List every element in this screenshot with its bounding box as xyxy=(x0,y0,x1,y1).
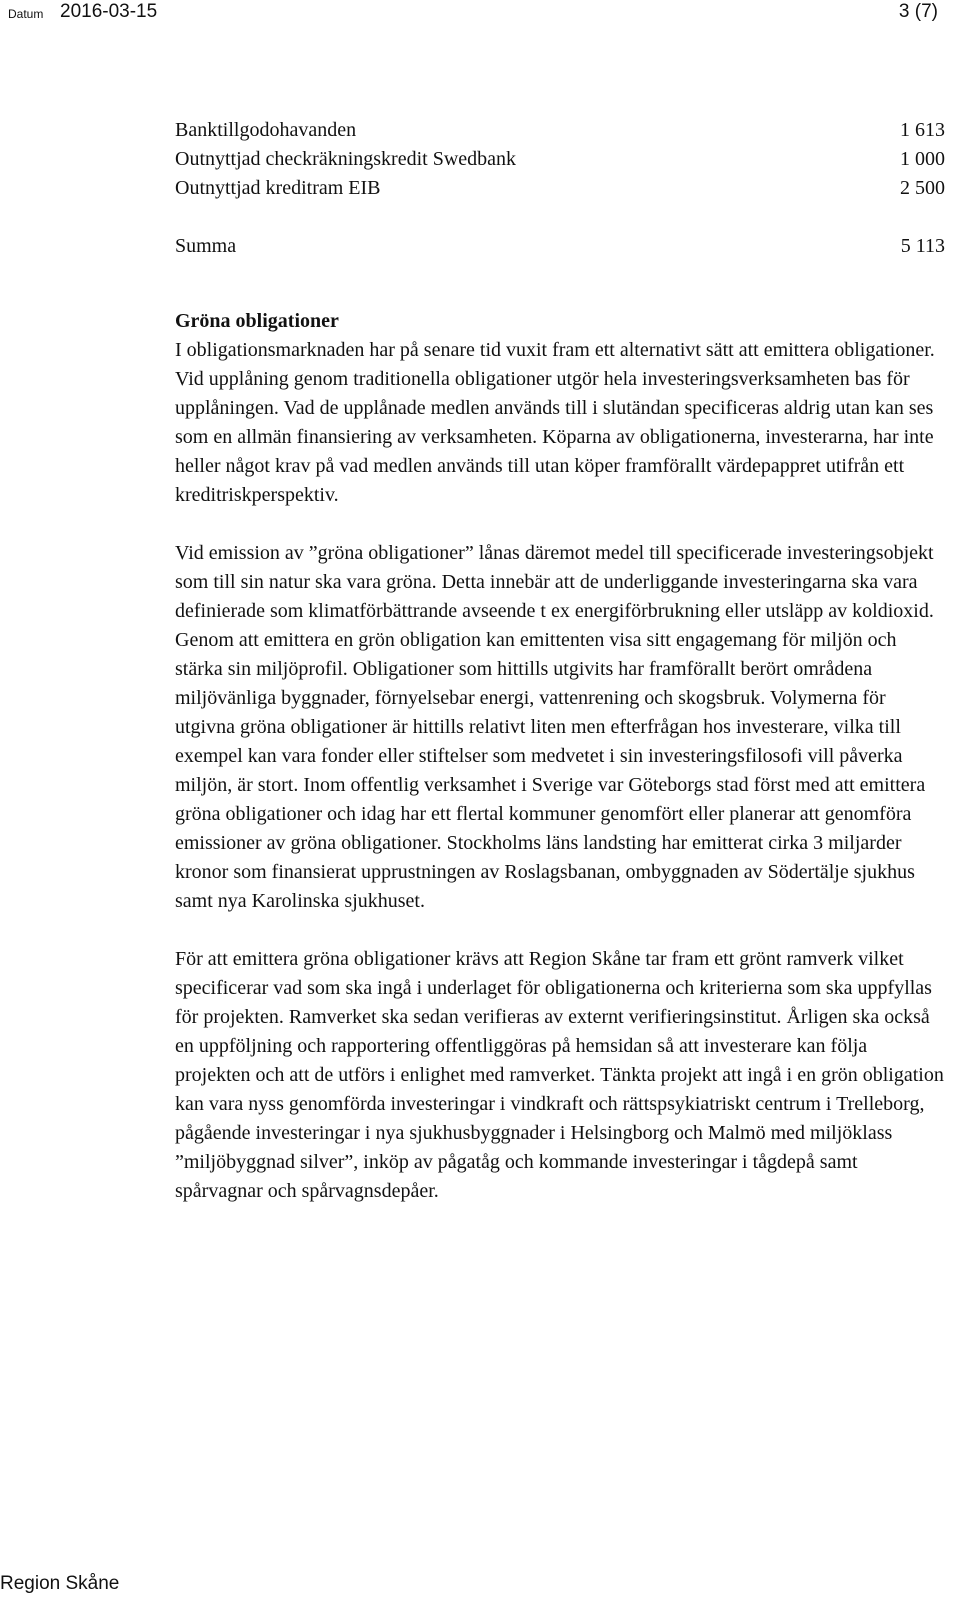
footer-organization: Region Skåne xyxy=(0,1573,120,1594)
table-row xyxy=(175,116,945,145)
row-label: Outnyttjad kreditram EIB xyxy=(175,177,381,199)
document-body xyxy=(175,116,945,1206)
date-label: Datum xyxy=(8,7,44,21)
page-header xyxy=(8,0,938,30)
section-heading: Gröna obligationer xyxy=(175,310,339,332)
row-value: 2 500 xyxy=(900,177,945,199)
row-value: 1 000 xyxy=(900,148,945,170)
sum-value: 5 113 xyxy=(900,235,945,257)
row-label: Banktillgodohavanden xyxy=(175,119,357,141)
sum-row xyxy=(175,232,945,261)
paragraph: För att emittera gröna obligationer krävs att Region Skåne tar fram ett grönt ramverk vilket specificerar vad som ska ingå i underlaget för obligationerna och kriterierna som ska uppfyllas för projekten. Ramverket ska sedan verifieras av externt verifieringsinstitut. Årligen ska också en uppföljning och rapportering offentliggöras på hemsidan så att investerare kan följa projekten och att de utförs i enlighet med ramverket. Tänkta projekt att ingå i en grön obligation kan vara nyss genomförda investeringar i vindkraft och rättspsykiatriskt centrum i Trelleborg, pågående investeringar i nya sjukhusbyggnader i Helsingborg och Malmö med miljöklass ”miljöbyggnad silver”, inköp av pågatåg och kommande investeringar i tågdepå samt spårvagnar och spårvagnsdepåer. xyxy=(175,948,944,1202)
paragraph: Vid emission av ”gröna obligationer” lånas däremot medel till specificerade investeringsobjekt som till sin natur ska vara gröna. Detta innebär att de underliggande investeringarna ska vara definierade som klimatförbättrande avseende t ex energiförbrukning eller utsläpp av koldioxid. Genom att emittera en grön obligation kan emittenten visa sitt engagemang för miljön och stärka sin miljöprofil. Obligationer som hittills utgivits har framförallt berört områdena miljövänliga byggnader, förnyelsebar energi, vattenrening och skogsbruk. Volymerna för utgivna gröna obligationer är hittills relativt liten men efterfrågan hos investerare, vilka till exempel kan vara fonder eller stiftelser som medvetet i sin investeringsfilosofi vill påverka miljön, är stort. Inom offentlig verksamhet i Sverige var Göteborgs stad först med att emittera gröna obligationer och idag har ett flertal kommuner genomfört eller planerar att genomföra emissioner av gröna obligationer. Stockholms läns landsting har emitterat cirka 3 miljarder kronor som finansierat upprustningen av Roslagsbanan, ombyggnaden av Södertälje sjukhus samt nya Karolinska sjukhuset. xyxy=(175,542,934,912)
document-date: 2016-03-15 xyxy=(60,1,158,22)
liquidity-table xyxy=(175,116,945,261)
table-row xyxy=(175,145,945,174)
sum-label: Summa xyxy=(175,235,237,257)
table-row xyxy=(175,174,945,203)
paragraph: I obligationsmarknaden har på senare tid vuxit fram ett alternativt sätt att emittera obligationer. Vid upplåning genom traditionella obligationer utgör hela investeringsverksamheten bas för upplåningen. Vad de upplånade medlen används till i slutändan specificeras aldrig utan kan ses som en allmän finansiering av verksamheten. Köparna av obligationerna, investerarna, har inte heller något krav på vad medlen används till utan köper framförallt värdepappret utifrån ett kreditriskperspektiv. xyxy=(175,339,935,506)
row-label: Outnyttjad checkräkningskredit Swedbank xyxy=(175,148,517,170)
row-value: 1 613 xyxy=(900,119,945,141)
page-number: 3 (7) xyxy=(898,1,938,22)
